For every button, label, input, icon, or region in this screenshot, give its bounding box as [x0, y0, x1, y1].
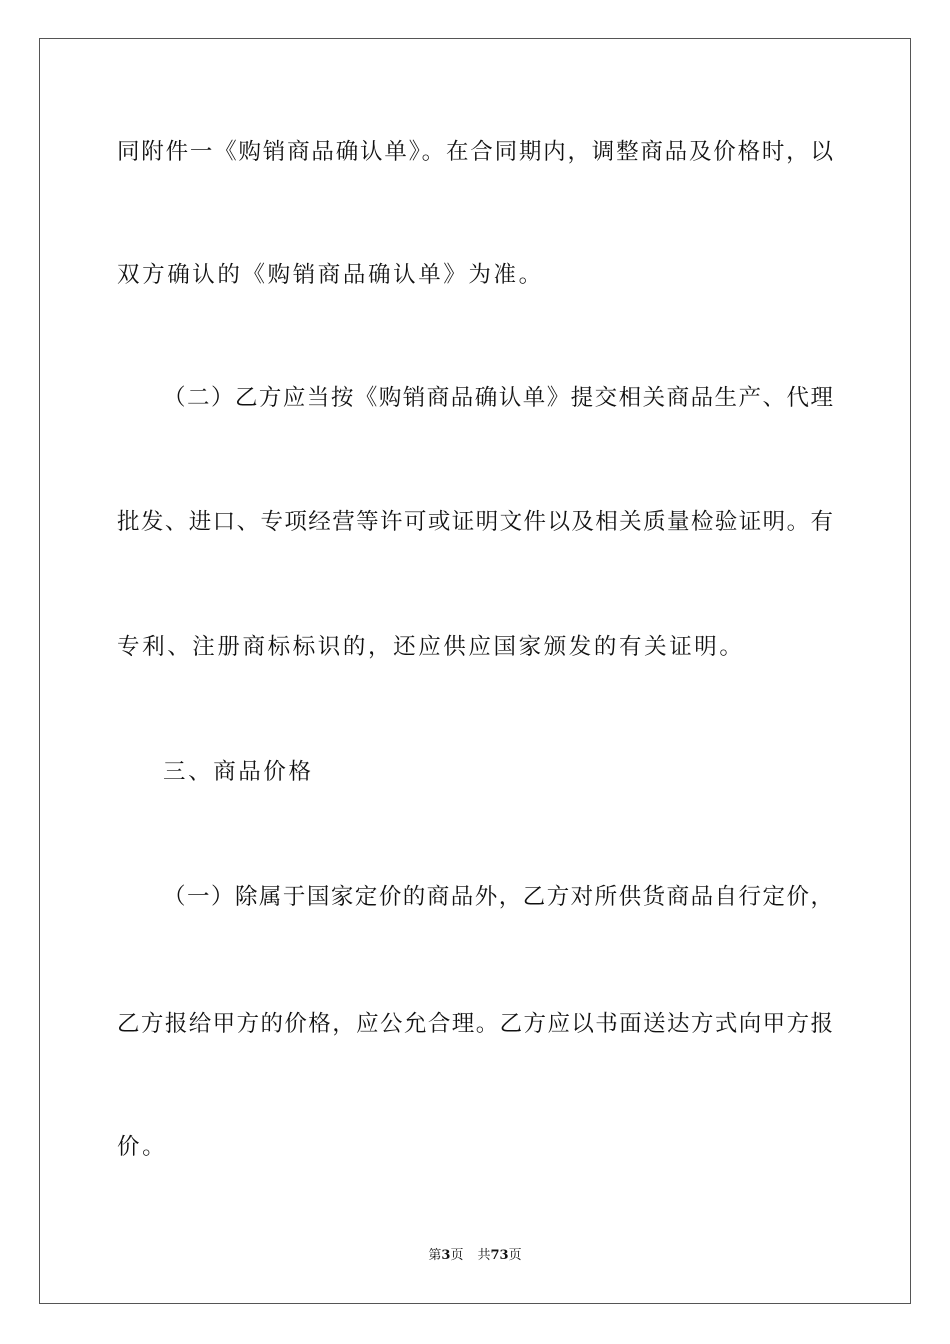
footer-page-prefix: 第 — [428, 1248, 442, 1263]
footer-total-pages: 73 — [490, 1248, 509, 1263]
page-border — [39, 38, 911, 1304]
section-heading: 三、商品价格 — [163, 759, 314, 785]
footer-total-prefix: 共 — [477, 1248, 491, 1263]
page-footer — [0, 1247, 950, 1265]
body-line-3: （二）乙方应当按《购销商品确认单》提交相关商品生产、代理 — [163, 385, 833, 411]
body-line-1: 同附件一《购销商品确认单》。在合同期内，调整商品及价格时，以 — [117, 139, 833, 165]
body-line-7: （一）除属于国家定价的商品外，乙方对所供货商品自行定价， — [163, 884, 833, 910]
body-line-9: 价。 — [117, 1134, 168, 1160]
body-line-2: 双方确认的《购销商品确认单》为准。 — [117, 262, 544, 288]
footer-total-suffix: 页 — [508, 1248, 522, 1263]
footer-page-suffix: 页 — [450, 1248, 464, 1263]
footer-page-number: 3 — [441, 1248, 451, 1263]
body-line-8: 乙方报给甲方的价格，应公允合理。乙方应以书面送达方式向甲方报 — [117, 1011, 833, 1037]
body-line-5: 专利、注册商标标识的，还应供应国家颁发的有关证明。 — [117, 634, 745, 660]
body-line-4: 批发、进口、专项经营等许可或证明文件以及相关质量检验证明。有 — [117, 509, 833, 535]
